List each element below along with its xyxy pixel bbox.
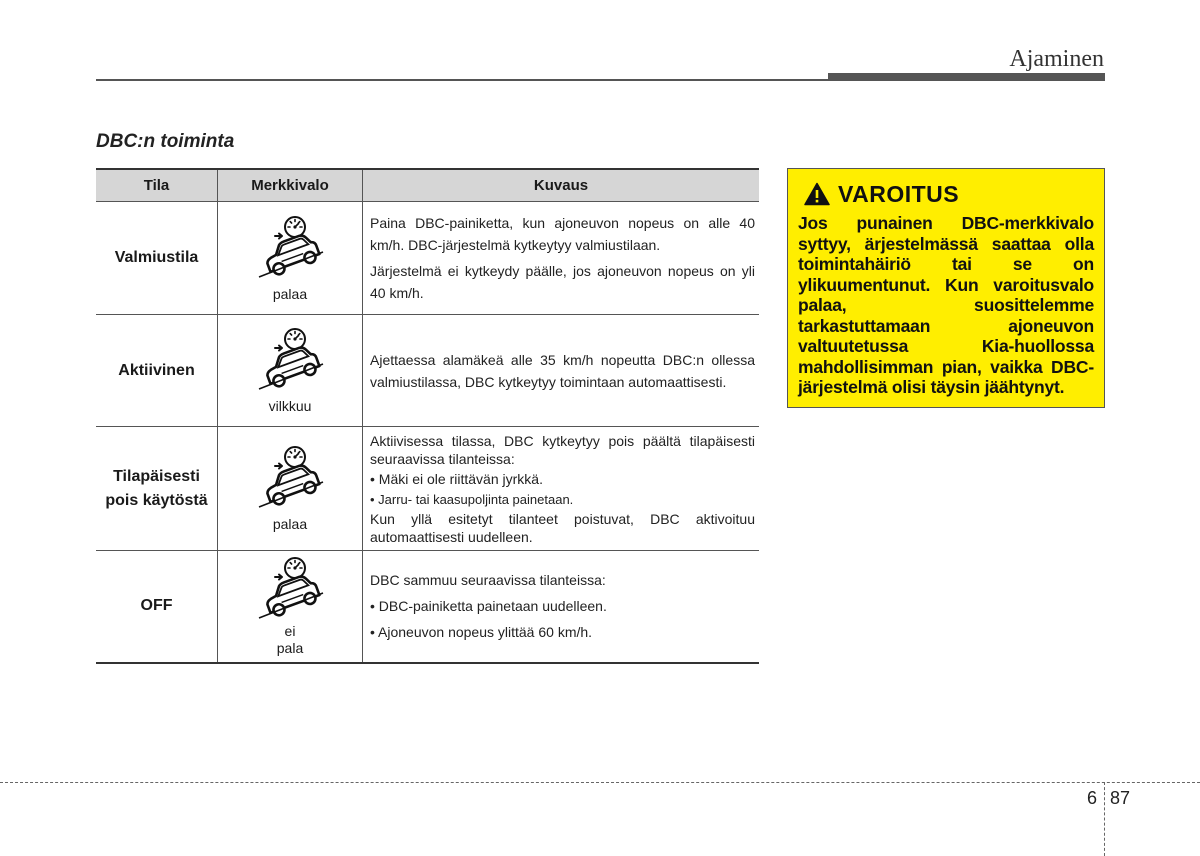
table-row-temporarily-disabled xyxy=(96,427,759,551)
table-header-row xyxy=(96,169,759,202)
state-cell xyxy=(96,427,218,551)
warning-text: Jos punainen DBC-merkkivalo syttyy, ärjestelmässä saattaa olla toimintahäiriö tai se on ylikuumentunut. Kun varoitusvalo palaa, suosittelemme tarkastuttamaan ajoneuvon valtuutetussa Kia-huollossa mahdollisimman pian, vaikka DBC-järjestelmä olisi täysin jäähtynyt. xyxy=(798,213,1094,397)
table-row-off xyxy=(96,551,759,663)
description-text: Kun yllä esitetyt tilanteet poistuvat, DBC aktivoituu automaattisesti uudelleen. xyxy=(370,510,755,545)
description-text: Aktiivisessa tilassa, DBC kytkeytyy pois päältä tilapäisesti seuraavissa tilanteissa: xyxy=(370,432,755,467)
footer-dashed-rule xyxy=(0,782,1200,783)
section-title: DBC:n toiminta xyxy=(96,131,235,152)
description-text: Ajettaessa alamäkeä alle 35 km/h nopeutta DBC:n ollessa valmiustilassa, DBC kytkeytyy toimintaan automaattisesti. xyxy=(370,351,755,390)
lamp-cell xyxy=(218,427,363,551)
lamp-status-label: palaa xyxy=(272,285,308,302)
lamp-status-label: palaa xyxy=(272,516,308,532)
description-bullet: • Ajoneuvon nopeus ylittää 60 km/h. xyxy=(370,624,593,641)
table-row-standby xyxy=(96,202,759,315)
warning-box xyxy=(787,168,1105,408)
lamp-cell xyxy=(218,315,363,427)
description-text: Järjestelmä ei kytkeydy päälle, jos ajoneuvon nopeus on yli 40 km/h. xyxy=(370,263,755,301)
lamp-status-label-line: ei xyxy=(284,623,296,640)
lamp-status-label xyxy=(218,623,362,657)
footer-dashed-divider xyxy=(1104,782,1105,856)
description-bullet: • DBC-painiketta painetaan uudelleen. xyxy=(370,598,607,615)
chapter-number: 6 xyxy=(1087,788,1098,808)
dbc-operation-table xyxy=(96,168,759,664)
description-text: DBC sammuu seuraavissa tilanteissa: xyxy=(370,572,606,589)
description-cell xyxy=(363,551,760,663)
lamp-cell xyxy=(218,551,363,663)
warning-title: VAROITUS xyxy=(838,180,960,207)
description-bullet: • Mäki ei ole riittävän jyrkkä. xyxy=(370,470,543,487)
description-bullet: • Jarru- tai kaasupoljinta painetaan. xyxy=(370,491,574,507)
warning-header xyxy=(804,179,1094,209)
lamp-cell xyxy=(218,202,363,315)
state-cell: Valmiustila xyxy=(96,202,218,315)
column-header-state: Tila xyxy=(96,169,218,202)
header-accent-bar xyxy=(828,73,1105,81)
warning-triangle-icon xyxy=(804,182,830,206)
description-cell xyxy=(363,315,760,427)
state-cell: OFF xyxy=(96,551,218,663)
page-header-title: Ajaminen xyxy=(1009,46,1104,72)
description-cell xyxy=(363,427,760,551)
page-number: 87 xyxy=(1110,788,1131,808)
state-label-line: Tilapäisesti xyxy=(113,467,200,485)
description-cell xyxy=(363,202,760,315)
description-text: Paina DBC-painiketta, kun ajoneuvon nopeus on alle 40 km/h. DBC-järjestelmä kytkeytyy valmiustilaan. xyxy=(370,215,755,253)
column-header-description: Kuvaus xyxy=(363,169,760,202)
table-row-active xyxy=(96,315,759,427)
dbc-downhill-car-icon xyxy=(251,555,329,621)
state-label-line: pois käytöstä xyxy=(105,491,208,509)
dbc-downhill-car-icon xyxy=(251,326,329,392)
dbc-downhill-car-icon xyxy=(251,444,329,510)
lamp-status-label: vilkkuu xyxy=(268,398,312,414)
dbc-downhill-car-icon xyxy=(251,214,329,280)
lamp-status-label-line: pala xyxy=(276,640,304,657)
column-header-lamp: Merkkivalo xyxy=(218,169,363,202)
state-cell: Aktiivinen xyxy=(96,315,218,427)
